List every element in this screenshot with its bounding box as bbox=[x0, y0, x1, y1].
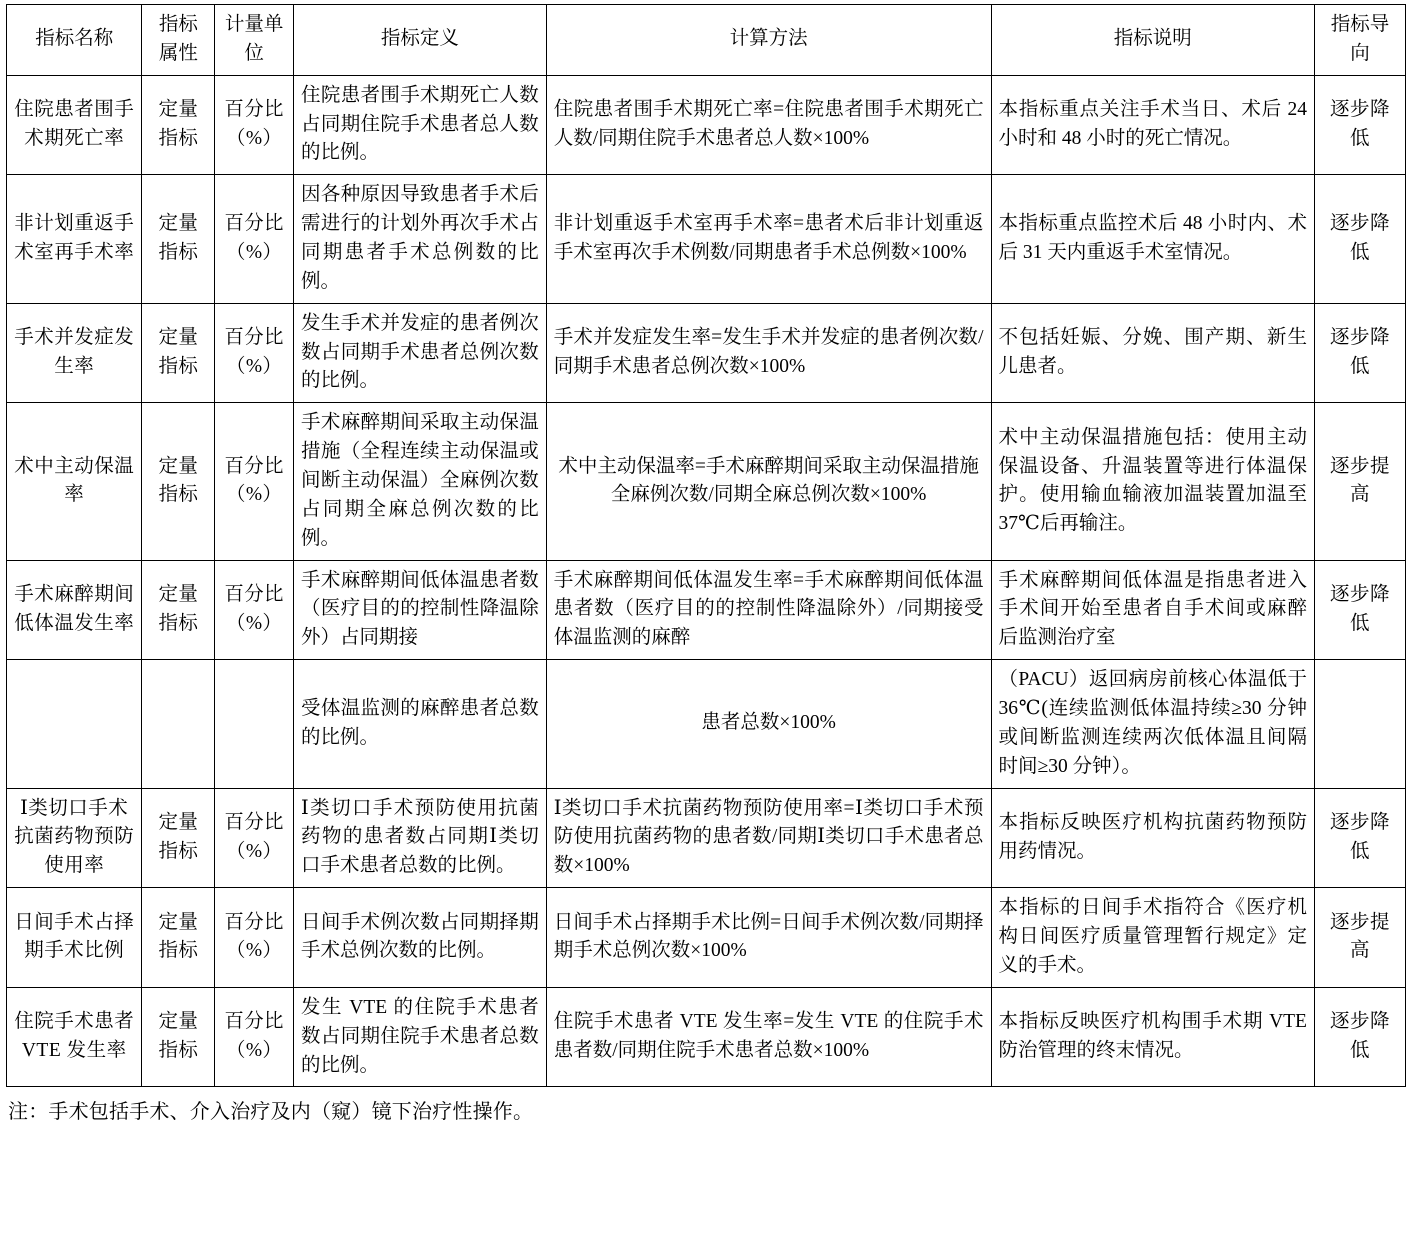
cell-description: 本指标重点关注手术当日、术后 24 小时和 48 小时的死亡情况。 bbox=[991, 75, 1314, 175]
cell-direction: 逐步提高 bbox=[1314, 888, 1405, 988]
cell-unit bbox=[215, 660, 294, 788]
cell-description: 手术麻醉期间低体温是指患者进入手术间开始至患者自手术间或麻醉后监测治疗室 bbox=[991, 560, 1314, 660]
cell-definition: 发生 VTE 的住院手术患者数占同期住院手术患者总数的比例。 bbox=[294, 987, 547, 1087]
cell-direction: 逐步降低 bbox=[1314, 75, 1405, 175]
indicator-table bbox=[6, 4, 1406, 1087]
cell-indicator-attribute: 定量指标 bbox=[142, 987, 215, 1087]
cell-description: 本指标的日间手术指符合《医疗机构日间医疗质量管理暂行规定》定义的手术。 bbox=[991, 888, 1314, 988]
cell-direction: 逐步降低 bbox=[1314, 175, 1405, 303]
cell-definition: 日间手术例次数占同期择期手术总例次数的比例。 bbox=[294, 888, 547, 988]
cell-unit: 百分比（%） bbox=[215, 987, 294, 1087]
cell-direction: 逐步降低 bbox=[1314, 560, 1405, 660]
cell-indicator-name: 手术麻醉期间低体温发生率 bbox=[7, 560, 142, 660]
column-header-definition: 指标定义 bbox=[294, 5, 547, 76]
cell-description: 术中主动保温措施包括：使用主动保温设备、升温装置等进行体温保护。使用输血输液加温装置加温至 37℃后再输注。 bbox=[991, 403, 1314, 560]
cell-indicator-attribute: 定量指标 bbox=[142, 560, 215, 660]
cell-description: 本指标反映医疗机构围手术期 VTE 防治管理的终末情况。 bbox=[991, 987, 1314, 1087]
cell-description: 不包括妊娠、分娩、围产期、新生儿患者。 bbox=[991, 303, 1314, 403]
table-body bbox=[7, 75, 1406, 1087]
cell-unit: 百分比（%） bbox=[215, 888, 294, 988]
cell-calculation: 患者总数×100% bbox=[546, 660, 991, 788]
cell-direction: 逐步降低 bbox=[1314, 987, 1405, 1087]
cell-calculation: 非计划重返手术室再手术率=患者术后非计划重返手术室再次手术例数/同期患者手术总例数×100% bbox=[546, 175, 991, 303]
cell-indicator-name bbox=[7, 660, 142, 788]
cell-indicator-attribute: 定量指标 bbox=[142, 788, 215, 888]
cell-calculation: 术中主动保温率=手术麻醉期间采取主动保温措施全麻例次数/同期全麻总例次数×100% bbox=[546, 403, 991, 560]
table-footnote: 注：手术包括手术、介入治疗及内（窥）镜下治疗性操作。 bbox=[8, 1101, 534, 1124]
cell-indicator-attribute: 定量指标 bbox=[142, 403, 215, 560]
table-row bbox=[7, 75, 1406, 175]
column-header-name: 指标名称 bbox=[7, 5, 142, 76]
column-header-attribute: 指标属性 bbox=[142, 5, 215, 76]
cell-definition: 发生手术并发症的患者例次数占同期手术患者总例次数的比例。 bbox=[294, 303, 547, 403]
cell-unit: 百分比（%） bbox=[215, 175, 294, 303]
cell-unit: 百分比（%） bbox=[215, 788, 294, 888]
table-header-row bbox=[7, 5, 1406, 76]
table-row bbox=[7, 303, 1406, 403]
table-row bbox=[7, 987, 1406, 1087]
cell-unit: 百分比（%） bbox=[215, 560, 294, 660]
cell-unit: 百分比（%） bbox=[215, 303, 294, 403]
cell-description: （PACU）返回病房前核心体温低于 36℃(连续监测低体温持续≥30 分钟或间断监测连续两次低体温且间隔时间≥30 分钟）。 bbox=[991, 660, 1314, 788]
cell-definition: 住院患者围手术期死亡人数占同期住院手术患者总人数的比例。 bbox=[294, 75, 547, 175]
cell-indicator-name: 术中主动保温率 bbox=[7, 403, 142, 560]
cell-indicator-attribute: 定量指标 bbox=[142, 888, 215, 988]
cell-calculation: 日间手术占择期手术比例=日间手术例次数/同期择期手术总例次数×100% bbox=[546, 888, 991, 988]
table-row bbox=[7, 560, 1406, 660]
cell-direction: 逐步降低 bbox=[1314, 788, 1405, 888]
table-row bbox=[7, 788, 1406, 888]
document-page bbox=[0, 4, 1413, 1124]
table-row bbox=[7, 660, 1406, 788]
cell-definition: 受体温监测的麻醉患者总数的比例。 bbox=[294, 660, 547, 788]
table-row bbox=[7, 888, 1406, 988]
cell-definition: 因各种原因导致患者手术后需进行的计划外再次手术占同期患者手术总例数的比例。 bbox=[294, 175, 547, 303]
cell-calculation: 手术并发症发生率=发生手术并发症的患者例次数/同期手术患者总例次数×100% bbox=[546, 303, 991, 403]
cell-unit: 百分比（%） bbox=[215, 403, 294, 560]
cell-indicator-attribute: 定量指标 bbox=[142, 303, 215, 403]
cell-definition: 手术麻醉期间低体温患者数（医疗目的的控制性降温除外）占同期接 bbox=[294, 560, 547, 660]
cell-indicator-name: 住院患者围手术期死亡率 bbox=[7, 75, 142, 175]
column-header-direction: 指标导向 bbox=[1314, 5, 1405, 76]
cell-direction bbox=[1314, 660, 1405, 788]
table-row bbox=[7, 403, 1406, 560]
column-header-calculation: 计算方法 bbox=[546, 5, 991, 76]
cell-calculation: 手术麻醉期间低体温发生率=手术麻醉期间低体温患者数（医疗目的的控制性降温除外）/同期接受体温监测的麻醉 bbox=[546, 560, 991, 660]
table-header bbox=[7, 5, 1406, 76]
cell-indicator-name: Ⅰ类切口手术抗菌药物预防使用率 bbox=[7, 788, 142, 888]
cell-indicator-attribute bbox=[142, 660, 215, 788]
cell-description: 本指标重点监控术后 48 小时内、术后 31 天内重返手术室情况。 bbox=[991, 175, 1314, 303]
cell-indicator-attribute: 定量指标 bbox=[142, 75, 215, 175]
cell-description: 本指标反映医疗机构抗菌药物预防用药情况。 bbox=[991, 788, 1314, 888]
cell-calculation: 住院手术患者 VTE 发生率=发生 VTE 的住院手术患者数/同期住院手术患者总数×100% bbox=[546, 987, 991, 1087]
cell-direction: 逐步降低 bbox=[1314, 303, 1405, 403]
cell-direction: 逐步提高 bbox=[1314, 403, 1405, 560]
column-header-description: 指标说明 bbox=[991, 5, 1314, 76]
cell-indicator-name: 非计划重返手术室再手术率 bbox=[7, 175, 142, 303]
table-row bbox=[7, 175, 1406, 303]
column-header-unit: 计量单位 bbox=[215, 5, 294, 76]
cell-definition: 手术麻醉期间采取主动保温措施（全程连续主动保温或间断主动保温）全麻例次数占同期全麻总例次数的比例。 bbox=[294, 403, 547, 560]
cell-indicator-name: 手术并发症发生率 bbox=[7, 303, 142, 403]
cell-indicator-name: 日间手术占择期手术比例 bbox=[7, 888, 142, 988]
cell-definition: Ⅰ类切口手术预防使用抗菌药物的患者数占同期Ⅰ类切口手术患者总数的比例。 bbox=[294, 788, 547, 888]
cell-calculation: 住院患者围手术期死亡率=住院患者围手术期死亡人数/同期住院手术患者总人数×100% bbox=[546, 75, 991, 175]
cell-unit: 百分比（%） bbox=[215, 75, 294, 175]
cell-indicator-attribute: 定量指标 bbox=[142, 175, 215, 303]
cell-calculation: Ⅰ类切口手术抗菌药物预防使用率=Ⅰ类切口手术预防使用抗菌药物的患者数/同期Ⅰ类切口手术患者总数×100% bbox=[546, 788, 991, 888]
cell-indicator-name: 住院手术患者 VTE 发生率 bbox=[7, 987, 142, 1087]
